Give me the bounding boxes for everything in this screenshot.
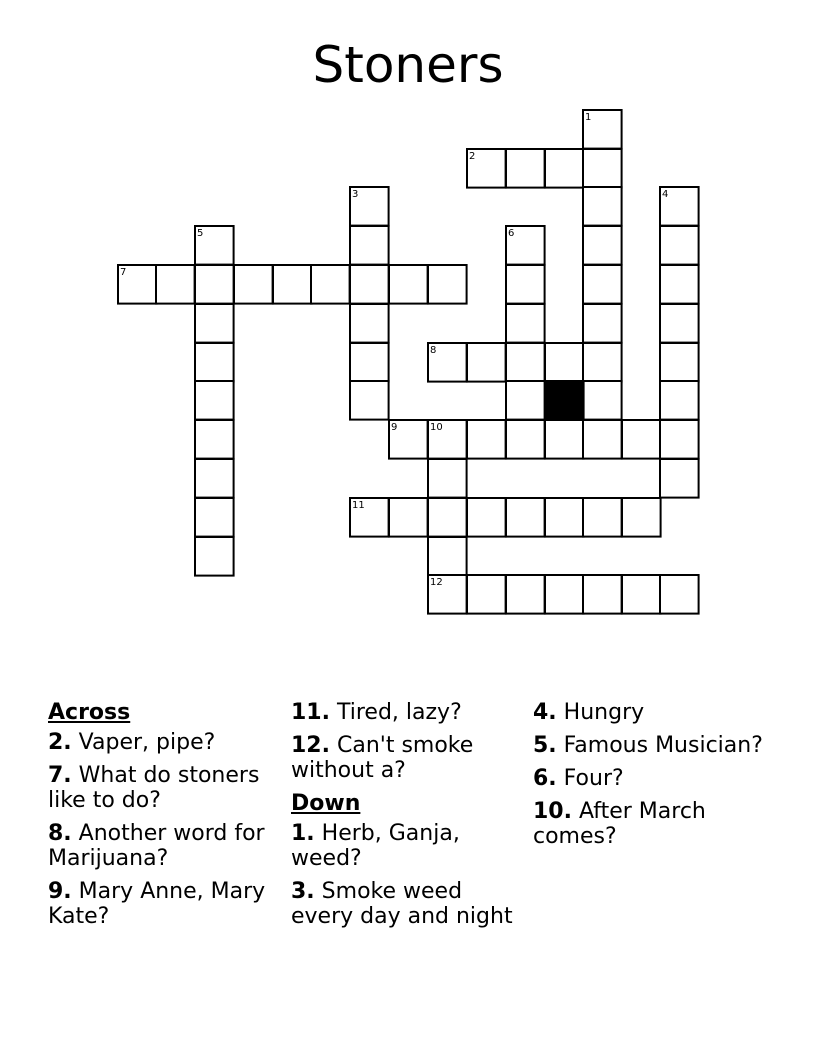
cell-number: 10 [430, 422, 443, 433]
cell-number: 3 [352, 189, 359, 200]
clue-across-7 [48, 763, 288, 813]
down-heading: Down [291, 791, 361, 816]
grid-cell[interactable] [660, 459, 699, 498]
grid-cell[interactable] [350, 226, 389, 265]
grid-cell[interactable] [545, 149, 584, 188]
grid-cell[interactable] [583, 343, 622, 382]
grid-cell[interactable] [195, 343, 234, 382]
cell-number: 1 [585, 112, 592, 123]
cell-number: 7 [120, 267, 127, 278]
grid-cell[interactable] [660, 420, 699, 459]
clue-across-8 [48, 821, 288, 871]
clue-text: Famous Musician? [563, 733, 763, 758]
grid-cell[interactable] [660, 381, 699, 420]
clues-column-2 [291, 700, 531, 937]
clue-text: Hungry [563, 700, 645, 725]
grid-cell[interactable] [467, 343, 506, 382]
clue-number: 11. [291, 700, 330, 725]
grid-cell[interactable] [467, 498, 506, 537]
grid-cell[interactable] [545, 343, 584, 382]
clue-text: Herb, Ganja, weed? [291, 821, 460, 871]
grid-cell[interactable] [660, 226, 699, 265]
clue-text: Tired, lazy? [336, 700, 462, 725]
grid-cell[interactable] [195, 498, 234, 537]
grid-cell[interactable] [506, 265, 545, 304]
clue-down-3 [291, 879, 531, 929]
grid-cell[interactable] [506, 304, 545, 343]
clue-text: Another word for Marijuana? [48, 821, 265, 871]
clue-across-12 [291, 733, 531, 783]
grid-cell[interactable] [428, 537, 467, 576]
grid-cell[interactable] [506, 498, 545, 537]
grid-cell[interactable] [195, 265, 234, 304]
grid-cell[interactable] [545, 575, 584, 614]
grid-cell[interactable] [389, 498, 428, 537]
grid-cell[interactable] [195, 304, 234, 343]
grid-cell[interactable] [428, 459, 467, 498]
grid-cell[interactable] [506, 420, 545, 459]
grid-cell[interactable] [622, 575, 661, 614]
grid-cell[interactable] [545, 498, 584, 537]
grid-cell[interactable] [583, 187, 622, 226]
clue-text: Smoke weed every day and night [291, 879, 513, 929]
grid-cell[interactable] [428, 498, 467, 537]
clue-number: 7. [48, 763, 72, 788]
clue-across-11 [291, 700, 531, 725]
clues-column-3 [533, 700, 773, 857]
blocked-cell [545, 381, 584, 420]
clue-text: Four? [563, 766, 624, 791]
clue-number: 8. [48, 821, 72, 846]
clue-down-6 [533, 766, 773, 791]
clue-text: After March comes? [533, 799, 706, 849]
clue-number: 10. [533, 799, 572, 824]
grid-cell[interactable] [195, 537, 234, 576]
grid-cell[interactable] [428, 265, 467, 304]
clue-number: 3. [291, 879, 315, 904]
grid-cell[interactable] [195, 381, 234, 420]
cell-number: 4 [662, 189, 669, 200]
grid-cell[interactable] [660, 304, 699, 343]
grid-cell[interactable] [583, 498, 622, 537]
cell-number: 6 [508, 228, 515, 239]
clue-number: 1. [291, 821, 315, 846]
grid-cell[interactable] [622, 498, 661, 537]
grid-cell[interactable] [583, 304, 622, 343]
clue-across-9 [48, 879, 288, 929]
clue-number: 4. [533, 700, 557, 725]
clue-number: 12. [291, 733, 330, 758]
clue-text: Can't smoke without a? [291, 733, 474, 783]
cell-number: 12 [430, 577, 443, 588]
cell-number: 2 [469, 151, 476, 162]
clue-text: Mary Anne, Mary Kate? [48, 879, 266, 929]
grid-cell[interactable] [156, 265, 195, 304]
clue-number: 9. [48, 879, 72, 904]
grid-cell[interactable] [660, 575, 699, 614]
clue-down-5 [533, 733, 773, 758]
cell-number: 8 [430, 345, 437, 356]
cell-number: 9 [391, 422, 398, 433]
clue-down-1 [291, 821, 531, 871]
grid-cell[interactable] [467, 575, 506, 614]
grid-cell[interactable] [195, 459, 234, 498]
grid-cell[interactable] [195, 420, 234, 459]
grid-cell[interactable] [389, 265, 428, 304]
across-heading: Across [48, 700, 131, 725]
clue-down-10 [533, 799, 773, 849]
grid-cell[interactable] [506, 149, 545, 188]
grid-cell[interactable] [350, 343, 389, 382]
clue-text: Vaper, pipe? [78, 730, 216, 755]
grid-cell[interactable] [660, 265, 699, 304]
clue-across-2 [48, 730, 288, 755]
grid-cell[interactable] [583, 265, 622, 304]
grid-cell[interactable] [350, 304, 389, 343]
clue-down-4 [533, 700, 773, 725]
grid-cell[interactable] [350, 381, 389, 420]
grid-cell[interactable] [583, 575, 622, 614]
grid-cell[interactable] [583, 420, 622, 459]
grid-cell[interactable] [350, 265, 389, 304]
grid-cell[interactable] [311, 265, 350, 304]
grid-cell[interactable] [273, 265, 312, 304]
grid-cell[interactable] [506, 343, 545, 382]
cell-number: 11 [352, 500, 365, 511]
grid-cell[interactable] [622, 420, 661, 459]
grid-cell[interactable] [506, 575, 545, 614]
grid-cell[interactable] [545, 420, 584, 459]
puzzle-title: Stoners [312, 36, 504, 94]
clues-column-1 [48, 700, 288, 937]
grid-cell[interactable] [583, 226, 622, 265]
grid-cell[interactable] [660, 343, 699, 382]
clue-text: What do stoners like to do? [48, 763, 260, 813]
grid-cell[interactable] [234, 265, 273, 304]
clue-number: 2. [48, 730, 72, 755]
clue-number: 6. [533, 766, 557, 791]
clue-number: 5. [533, 733, 557, 758]
grid-cell[interactable] [583, 149, 622, 188]
grid-cell[interactable] [506, 381, 545, 420]
cell-number: 5 [197, 228, 204, 239]
grid-cell[interactable] [467, 420, 506, 459]
grid-cell[interactable] [583, 381, 622, 420]
